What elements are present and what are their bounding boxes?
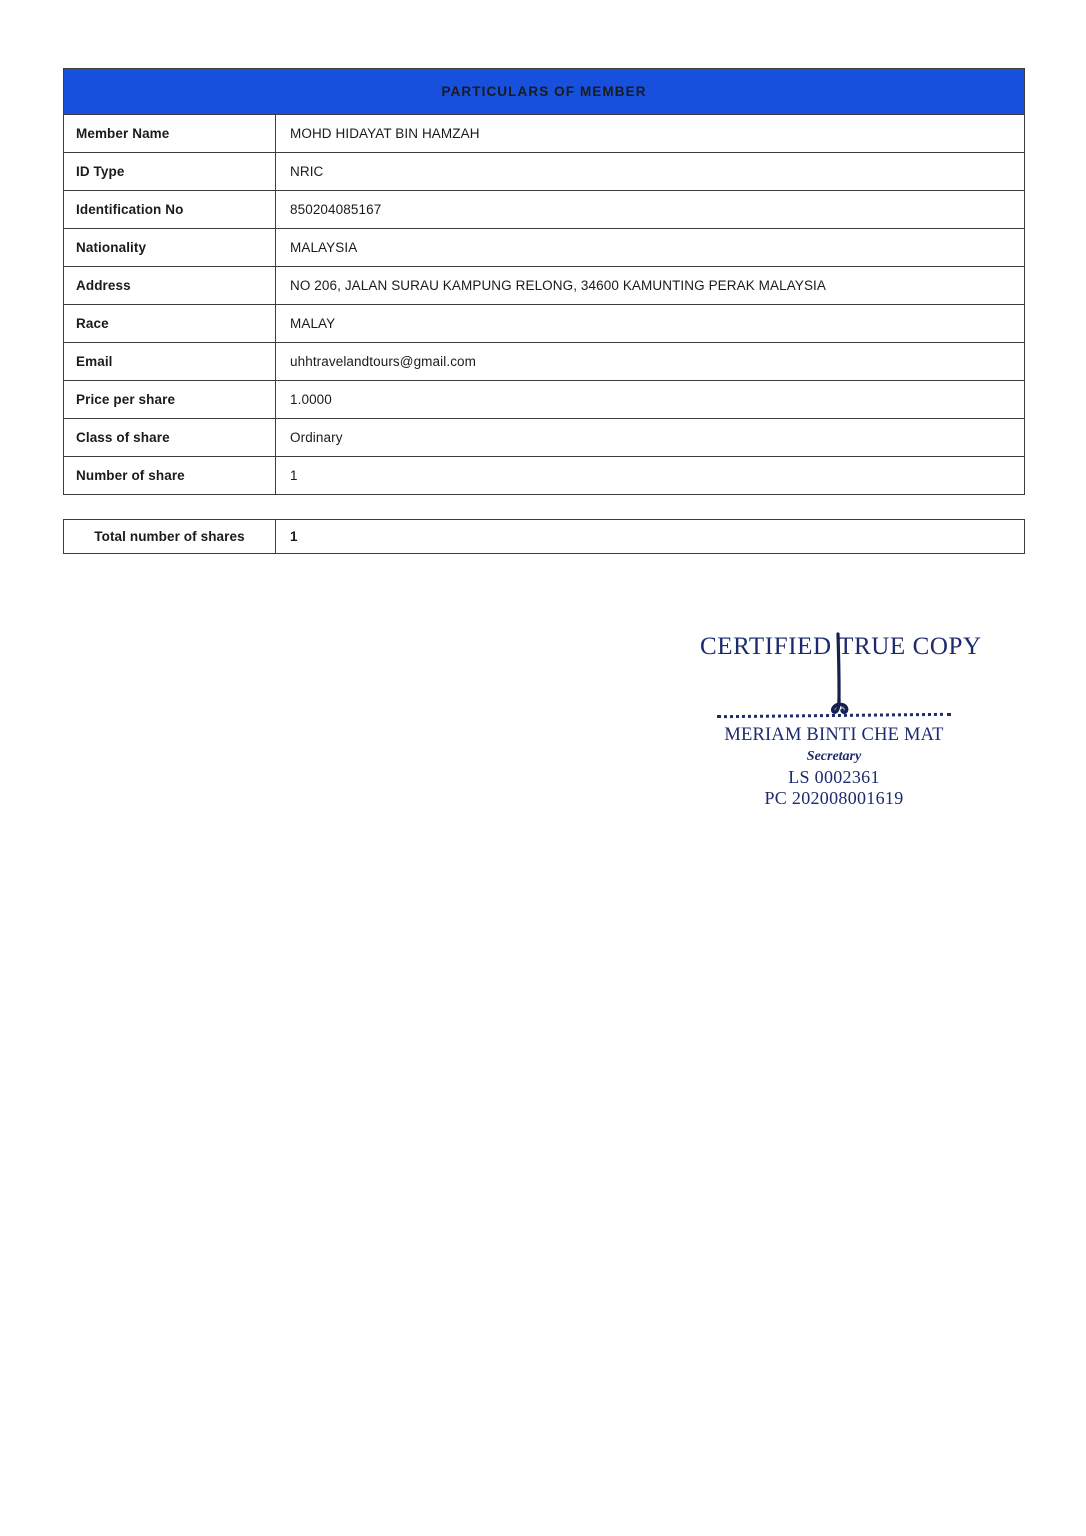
row-value: 1 [276,457,1025,495]
row-value: MALAY [276,305,1025,343]
row-value: Ordinary [276,419,1025,457]
row-value: NO 206, JALAN SURAU KAMPUNG RELONG, 34600 KAMUNTING PERAK MALAYSIA [276,267,1025,305]
row-value: 850204085167 [276,191,1025,229]
row-value: NRIC [276,153,1025,191]
total-shares-label: Total number of shares [64,520,276,554]
certifier-name: MERIAM BINTI CHE MAT [724,725,944,745]
row-label: Member Name [64,115,276,153]
table-row [64,191,1025,229]
table-row [64,457,1025,495]
row-value: 1.0000 [276,381,1025,419]
row-label: Address [64,267,276,305]
table-row [64,381,1025,419]
signature-mark [818,632,858,724]
row-label: Price per share [64,381,276,419]
total-shares-value: 1 [276,520,1025,554]
table-row [64,267,1025,305]
row-label: Race [64,305,276,343]
row-value: MALAYSIA [276,229,1025,267]
row-value: uhhtravelandtours@gmail.com [276,343,1025,381]
table-row [64,343,1025,381]
signature-rule [717,713,951,722]
table-row [64,229,1025,267]
row-value: MOHD HIDAYAT BIN HAMZAH [276,115,1025,153]
table-row [64,153,1025,191]
row-label: Email [64,343,276,381]
certifier-practising-cert-no: PC 202008001619 [764,788,904,808]
particulars-of-member-table [63,68,1025,495]
certifier-license-no: LS 0002361 [788,767,880,787]
row-label: ID Type [64,153,276,191]
table-header-row [64,69,1025,115]
row-label: Nationality [64,229,276,267]
certified-true-copy-label: CERTIFIED TRUE COPY [700,633,982,660]
row-label: Class of share [64,419,276,457]
table-row [64,115,1025,153]
certified-true-copy-stamp [700,624,982,814]
table-row [64,419,1025,457]
table-row [64,520,1025,554]
row-label: Identification No [64,191,276,229]
certifier-role: Secretary [806,749,862,764]
table-title: PARTICULARS OF MEMBER [64,69,1025,115]
table-row [64,305,1025,343]
row-label: Number of share [64,457,276,495]
total-shares-table [63,519,1025,554]
